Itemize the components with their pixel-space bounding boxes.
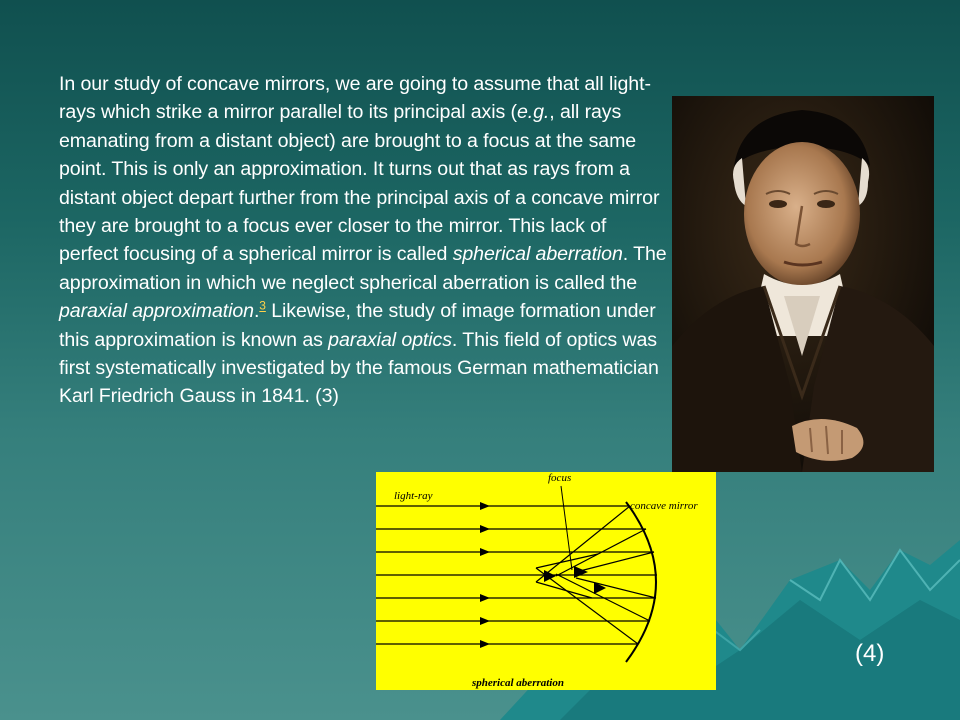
slide-number: (4) — [855, 640, 885, 667]
light-ray-label: light-ray — [394, 490, 433, 502]
body-text-part: , all rays emanating from a distant object) are brought to a focus at the same point. This is only an approximation. It turns out that as rays from a distant object depart further from the principal axis of a concave mirror they are brought to a focus ever closer to the mirror. This lack of perfect focusing of a spherical mirror is called — [59, 101, 660, 266]
spherical-aberration-diagram — [376, 472, 716, 690]
term-paraxial-optics: paraxial optics — [328, 328, 452, 351]
concave-mirror-label: concave mirror — [630, 500, 698, 512]
focus-arrowheads — [544, 566, 606, 594]
body-text-part: . This field of optics was first systematically investigated by the famous German mathematician Karl Friedrich Gauss in 1841. (3) — [59, 328, 659, 408]
diagram-caption: spherical aberration — [472, 677, 564, 689]
body-text-part: Likewise, the study of image formation under this approximation is known as — [59, 300, 656, 351]
portrait-illustration — [672, 96, 934, 472]
gauss-portrait-image — [672, 96, 934, 472]
term-spherical-aberration: spherical aberration — [452, 243, 623, 266]
term-paraxial-approximation: paraxial approximation — [59, 300, 254, 323]
body-text-part: . — [253, 300, 260, 323]
body-text-part: In our study of concave mirrors, we are going to assume that all light-rays which strike a mirror parallel to its principal axis ( — [59, 73, 651, 124]
ray-diagram-svg — [376, 472, 716, 690]
focus-label: focus — [548, 472, 572, 484]
body-text — [59, 70, 669, 411]
body-text-part: . The approximation in which we neglect spherical aberration is called the — [59, 243, 667, 294]
footnote-link[interactable]: 3 — [259, 298, 266, 313]
eg-abbrev: e.g. — [516, 101, 550, 124]
parallel-rays — [376, 506, 657, 644]
